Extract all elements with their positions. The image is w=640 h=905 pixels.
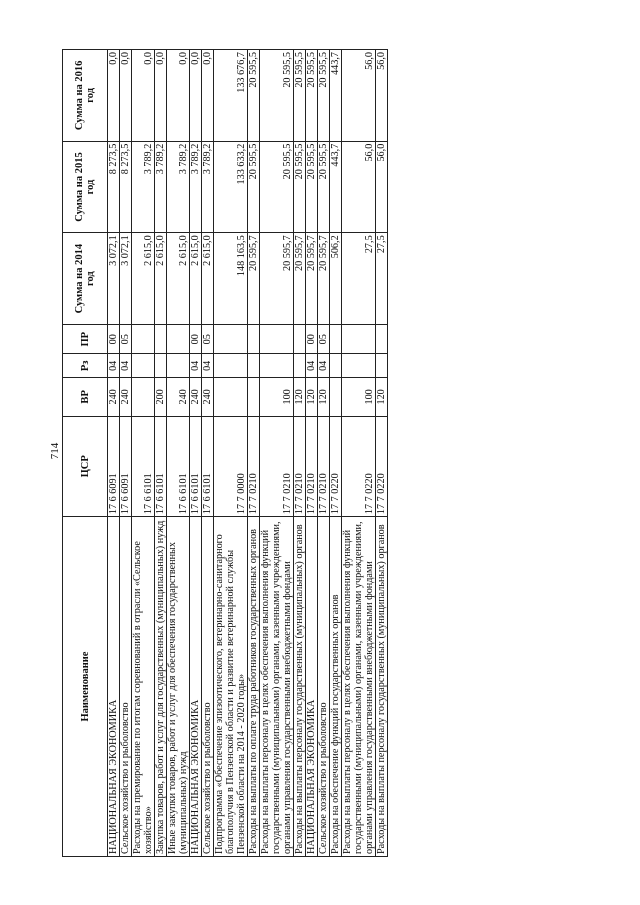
row-sum-2014: 20 595,7 [318, 233, 330, 325]
row-pr [155, 324, 167, 354]
row-name: Расходы на выплаты персоналу государственных (муниципальных) органов [294, 517, 306, 857]
row-sum-2015: 3 789,2 [202, 141, 214, 233]
row-pr [294, 324, 306, 354]
table-row [167, 50, 190, 857]
row-rz [167, 354, 190, 378]
table-row [376, 50, 388, 857]
table-row [318, 50, 330, 857]
row-sum-2014: 2 615,0 [202, 233, 214, 325]
row-vr: 120 [306, 378, 318, 416]
table-header-row [63, 50, 108, 857]
row-csr: 17 7 0210 [260, 416, 294, 517]
row-vr: 240 [120, 378, 132, 416]
row-sum-2015: 56,0 [376, 141, 388, 233]
row-sum-2016: 20 595,5 [294, 50, 306, 142]
row-rz [330, 354, 342, 378]
row-pr [167, 324, 190, 354]
row-rz [260, 354, 294, 378]
row-sum-2015: 20 595,5 [318, 141, 330, 233]
row-vr: 240 [190, 378, 202, 416]
row-sum-2016: 56,0 [376, 50, 388, 142]
row-vr: 240 [108, 378, 120, 416]
row-sum-2015: 20 595,5 [248, 141, 260, 233]
row-sum-2015: 443,7 [330, 141, 342, 233]
row-sum-2016: 20 595,5 [318, 50, 330, 142]
row-sum-2015: 20 595,5 [306, 141, 318, 233]
row-pr: 00 [108, 324, 120, 354]
row-name: Сельское хозяйство и рыболовство [202, 517, 214, 857]
row-name: Расходы на обеспечение функций государственных органов [330, 517, 342, 857]
row-sum-2016: 0,0 [120, 50, 132, 142]
row-sum-2015: 8 273,5 [120, 141, 132, 233]
row-sum-2016: 20 595,5 [248, 50, 260, 142]
rotated-table-container [62, 49, 604, 857]
row-name: НАЦИОНАЛЬНАЯ ЭКОНОМИКА [306, 517, 318, 857]
row-sum-2015: 20 595,5 [260, 141, 294, 233]
row-csr: 17 7 0210 [294, 416, 306, 517]
row-pr [248, 324, 260, 354]
row-vr: 100 [260, 378, 294, 416]
row-sum-2015: 3 789,2 [167, 141, 190, 233]
row-csr: 17 6 6101 [132, 416, 155, 517]
table-row [108, 50, 120, 857]
row-sum-2014: 2 615,0 [155, 233, 167, 325]
row-name: НАЦИОНАЛЬНАЯ ЭКОНОМИКА [190, 517, 202, 857]
row-sum-2015: 3 789,2 [132, 141, 155, 233]
row-sum-2014: 2 615,0 [167, 233, 190, 325]
row-rz: 04 [318, 354, 330, 378]
page-number: 714 [49, 442, 61, 460]
row-sum-2014: 2 615,0 [190, 233, 202, 325]
row-sum-2016: 0,0 [167, 50, 190, 142]
row-vr: 240 [167, 378, 190, 416]
row-csr: 17 7 0220 [330, 416, 342, 517]
row-sum-2016: 133 676,7 [214, 50, 248, 142]
row-sum-2014: 20 595,7 [294, 233, 306, 325]
table-row [202, 50, 214, 857]
row-name: Подпрограмма «Обеспечение эпизоотического, ветеринарно-санитарного благополучия в Пензенской области и развитие ветеринарной службы Пензенской области на 2014 - 2020 годы» [214, 517, 248, 857]
table-row [294, 50, 306, 857]
row-pr: 05 [202, 324, 214, 354]
row-rz: 04 [306, 354, 318, 378]
row-sum-2014: 20 595,7 [248, 233, 260, 325]
budget-table [62, 49, 388, 857]
row-pr [342, 324, 376, 354]
row-vr: 100 [342, 378, 376, 416]
row-vr [214, 378, 248, 416]
row-sum-2014: 2 615,0 [132, 233, 155, 325]
table-row [260, 50, 294, 857]
row-csr: 17 7 0210 [248, 416, 260, 517]
row-sum-2014: 3 072,1 [120, 233, 132, 325]
row-name: Расходы на выплаты персоналу государственных (муниципальных) органов [376, 517, 388, 857]
table-row [248, 50, 260, 857]
row-sum-2014: 27,5 [342, 233, 376, 325]
row-rz [294, 354, 306, 378]
table-row [330, 50, 342, 857]
row-sum-2014: 20 595,7 [260, 233, 294, 325]
row-rz [376, 354, 388, 378]
row-sum-2016: 56,0 [342, 50, 376, 142]
row-pr [214, 324, 248, 354]
row-name: Расходы на выплаты по оплате труда работников государственных органов [248, 517, 260, 857]
header-csr: ЦСР [63, 416, 108, 517]
row-vr: 240 [202, 378, 214, 416]
row-pr: 05 [318, 324, 330, 354]
row-sum-2016: 20 595,5 [306, 50, 318, 142]
row-csr: 17 7 0000 [214, 416, 248, 517]
row-rz: 04 [108, 354, 120, 378]
row-csr: 17 7 0210 [306, 416, 318, 517]
row-rz [248, 354, 260, 378]
row-csr: 17 7 0220 [376, 416, 388, 517]
row-sum-2016: 20 595,5 [260, 50, 294, 142]
row-sum-2015: 56,0 [342, 141, 376, 233]
table-row [155, 50, 167, 857]
row-sum-2016: 0,0 [132, 50, 155, 142]
row-pr: 00 [306, 324, 318, 354]
row-pr: 00 [190, 324, 202, 354]
row-csr: 17 6 6091 [120, 416, 132, 517]
row-sum-2014: 20 595,7 [306, 233, 318, 325]
row-rz [342, 354, 376, 378]
row-vr: 120 [376, 378, 388, 416]
row-vr: 120 [294, 378, 306, 416]
row-vr: 120 [318, 378, 330, 416]
row-vr [248, 378, 260, 416]
row-rz [214, 354, 248, 378]
row-rz: 04 [202, 354, 214, 378]
header-name: Наименование [63, 517, 108, 857]
row-sum-2016: 0,0 [108, 50, 120, 142]
row-csr: 17 6 6101 [155, 416, 167, 517]
row-sum-2015: 8 273,5 [108, 141, 120, 233]
row-sum-2015: 20 595,5 [294, 141, 306, 233]
row-sum-2015: 3 789,2 [190, 141, 202, 233]
row-vr [132, 378, 155, 416]
row-csr: 17 6 6101 [202, 416, 214, 517]
table-row [132, 50, 155, 857]
row-pr [376, 324, 388, 354]
row-csr: 17 7 0220 [342, 416, 376, 517]
row-sum-2016: 0,0 [155, 50, 167, 142]
row-sum-2016: 0,0 [190, 50, 202, 142]
row-csr: 17 7 0210 [318, 416, 330, 517]
row-csr: 17 6 6101 [190, 416, 202, 517]
row-pr [260, 324, 294, 354]
row-sum-2015: 133 633,2 [214, 141, 248, 233]
row-sum-2014: 27,5 [376, 233, 388, 325]
table-row [306, 50, 318, 857]
row-csr: 17 6 6091 [108, 416, 120, 517]
row-sum-2016: 0,0 [202, 50, 214, 142]
row-pr [132, 324, 155, 354]
row-rz: 04 [120, 354, 132, 378]
row-sum-2014: 148 163,5 [214, 233, 248, 325]
row-sum-2015: 3 789,2 [155, 141, 167, 233]
table-row [342, 50, 376, 857]
row-name: Иные закупки товаров, работ и услуг для обеспечения государственных (муниципальных) нужд [167, 517, 190, 857]
table-row [190, 50, 202, 857]
row-name: Расходы на выплаты персоналу в целях обеспечения выполнения функций государственными (муниципальными) органами, казенными учреждениями, органами управления государственными внебюджетными фондами [342, 517, 376, 857]
row-sum-2016: 443,7 [330, 50, 342, 142]
row-rz: 04 [190, 354, 202, 378]
row-name: Сельское хозяйство и рыболовство [318, 517, 330, 857]
header-pr: ПР [63, 324, 108, 354]
header-vr: ВР [63, 378, 108, 416]
row-name: Расходы на премирование по итогам соревнований в отрасли «Сельское хозяйство» [132, 517, 155, 857]
row-pr [330, 324, 342, 354]
row-name: Сельское хозяйство и рыболовство [120, 517, 132, 857]
row-rz [132, 354, 155, 378]
row-name: НАЦИОНАЛЬНАЯ ЭКОНОМИКА [108, 517, 120, 857]
header-sum-2015: Сумма на 2015 год [63, 141, 108, 233]
row-name: Расходы на выплаты персоналу в целях обеспечения выполнения функций государственными (муниципальными) органами, казенными учреждениями, органами управления государственными внебюджетными фондами [260, 517, 294, 857]
row-vr [330, 378, 342, 416]
row-sum-2014: 506,2 [330, 233, 342, 325]
row-csr: 17 6 6101 [167, 416, 190, 517]
header-sum-2016: Сумма на 2016 год [63, 50, 108, 142]
header-rz: Рз [63, 354, 108, 378]
row-vr: 200 [155, 378, 167, 416]
row-sum-2014: 3 072,1 [108, 233, 120, 325]
header-sum-2014: Сумма на 2014 год [63, 233, 108, 325]
row-name: Закупка товаров, работ и услуг для государственных (муниципальных) нужд [155, 517, 167, 857]
table-row [120, 50, 132, 857]
row-rz [155, 354, 167, 378]
row-pr: 05 [120, 324, 132, 354]
table-row [214, 50, 248, 857]
